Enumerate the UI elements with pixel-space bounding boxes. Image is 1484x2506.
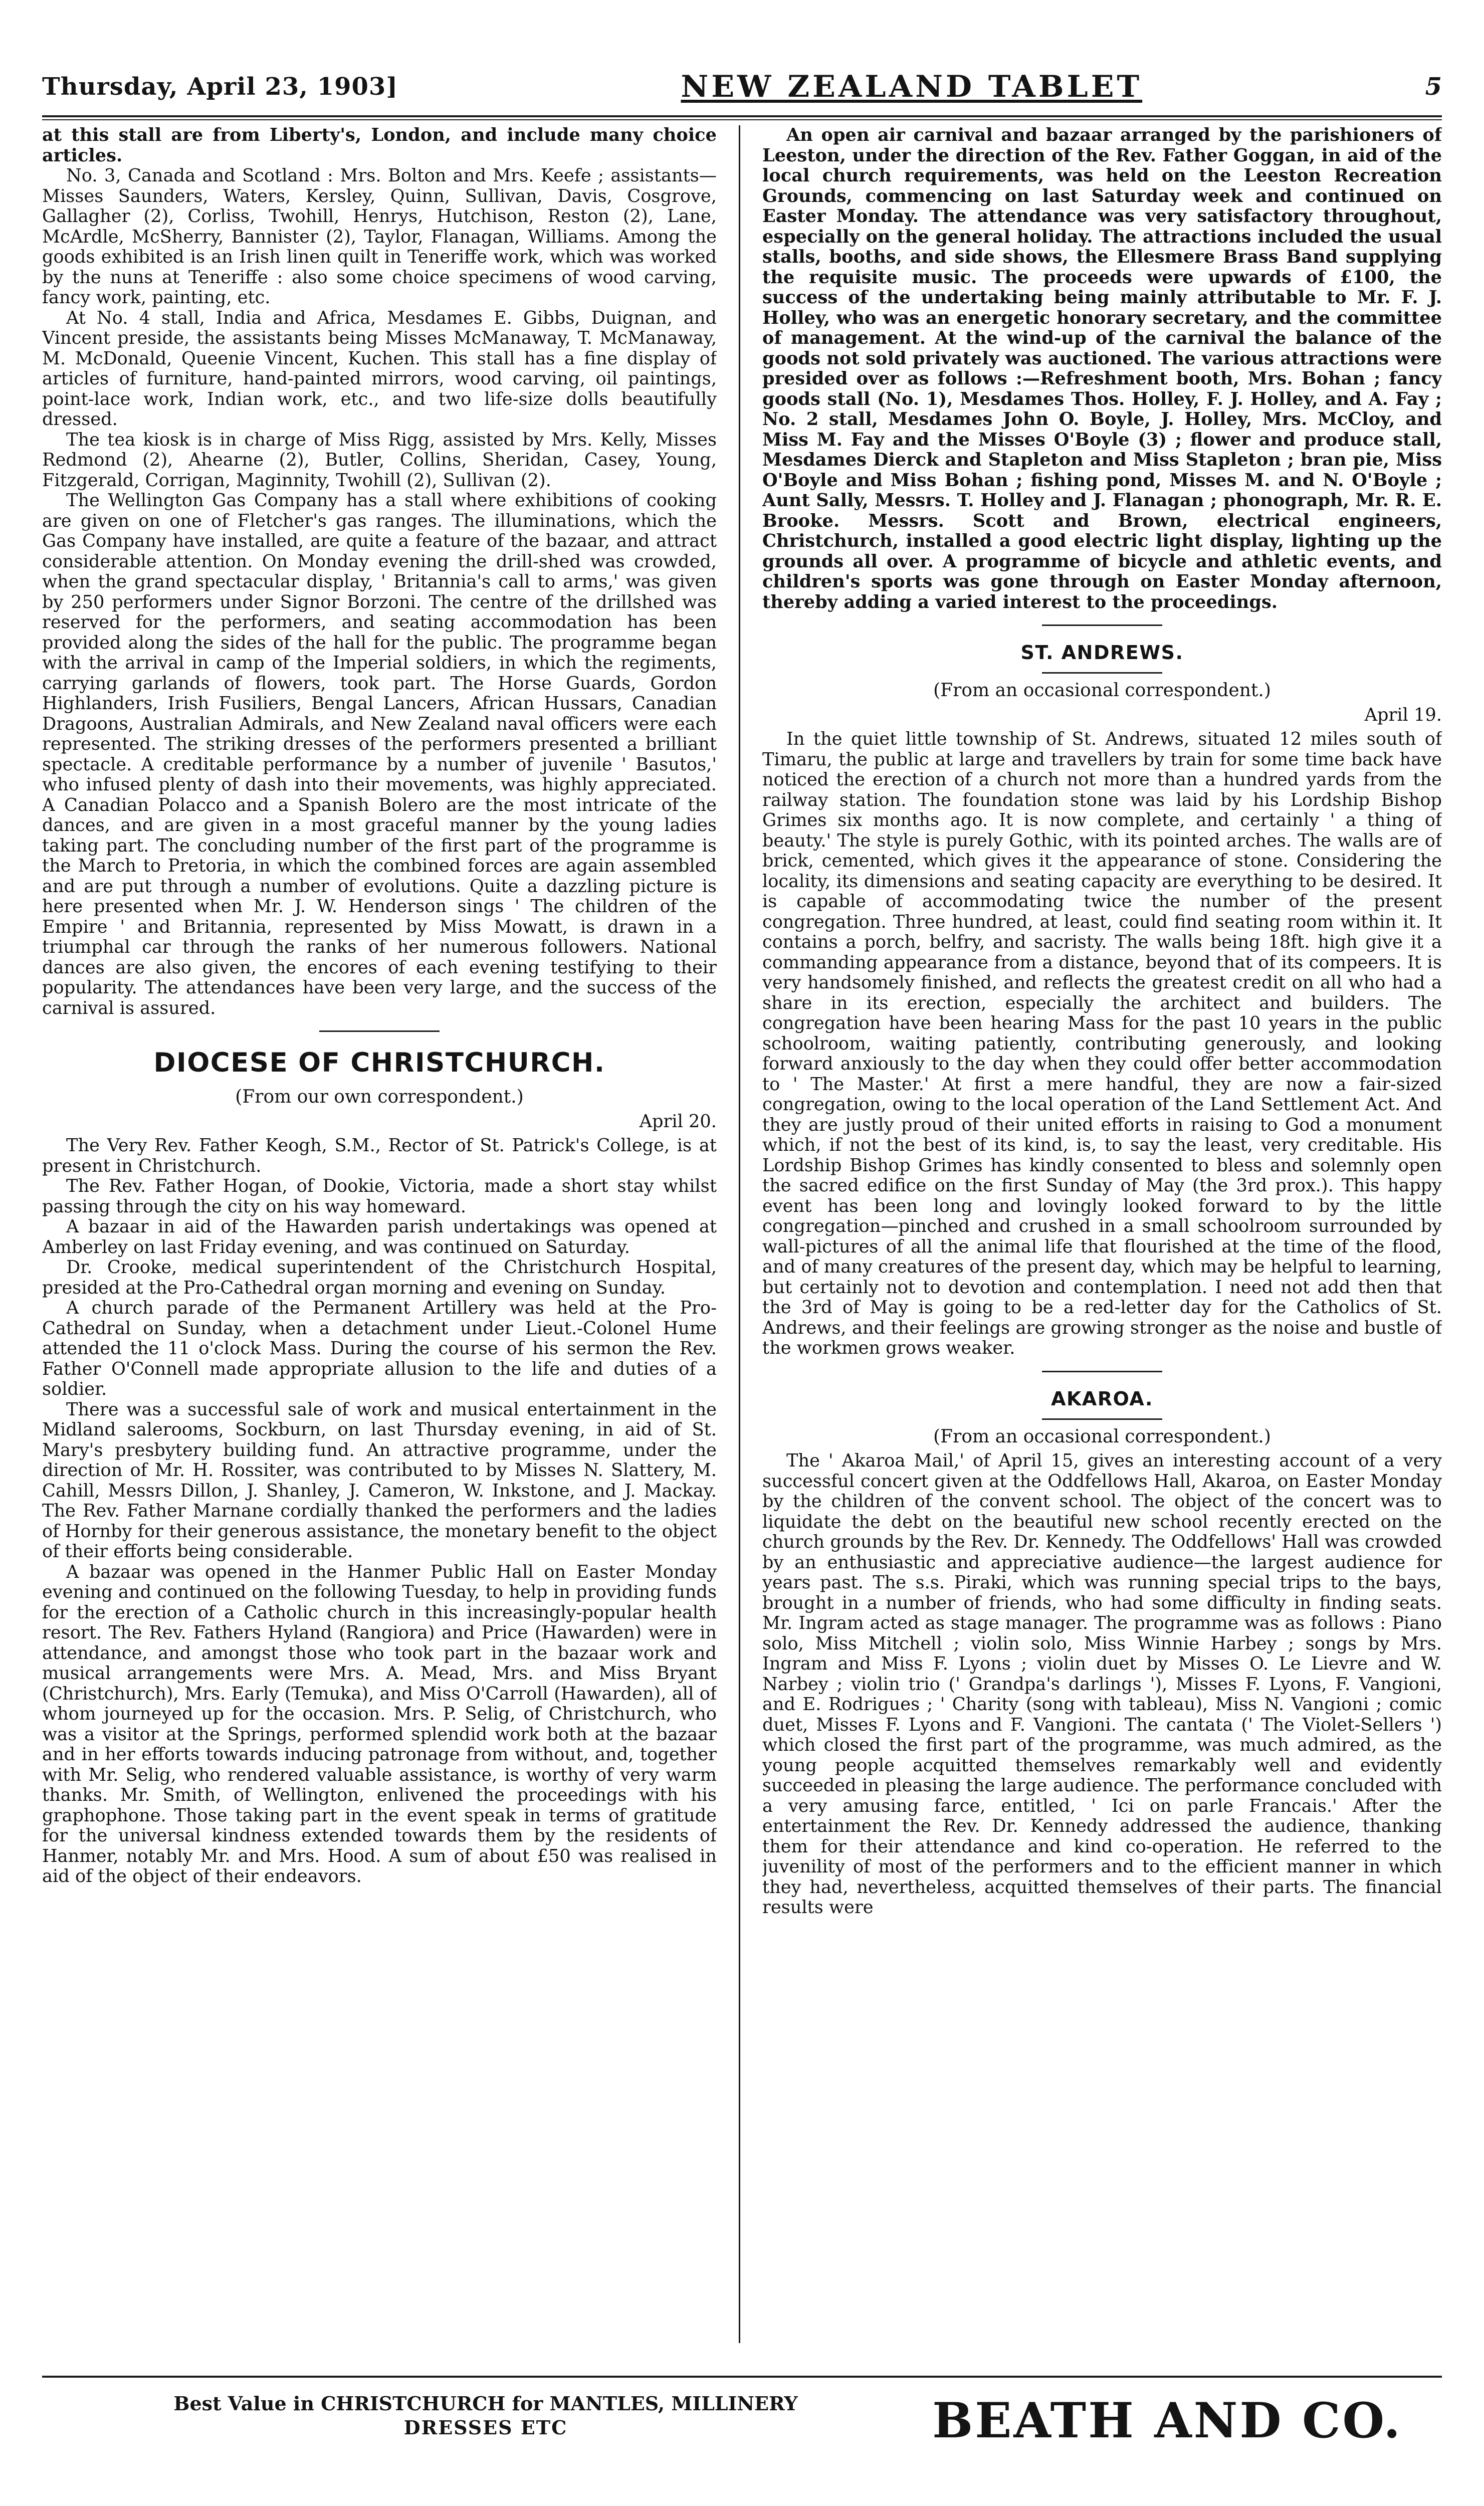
correspondent-credit: (From an occasional correspondent.)	[933, 680, 1271, 701]
left-column	[42, 125, 717, 2345]
issue-date: Thursday, April 23, 1903]	[42, 73, 398, 101]
correspondent-credit: (From an occasional correspondent.)	[933, 1426, 1271, 1447]
article-paragraph: The ' Akaroa Mail,' of April 15, gives an interesting account of a very successful concert given at the Oddfellows Hall, Akaroa, on Easter Monday by the children of the convent school. The object of the concert was to liquidate the debt on the beautiful new school recently erected on the church grounds by the Rev. Dr. Kennedy. The Oddfellows' Hall was crowded by an enthusiastic and appreciative audience—the largest audience for years past. The s.s. Piraki, which was running special trips to the bays, brought in a number of friends, who had some difficulty in finding seats. Mr. Ingram acted as stage manager. The programme was as follows : Piano solo, Miss Mitchell ; violin solo, Miss Winnie Harbey ; songs by Mrs. Ingram and Miss F. Lyons ; violin duet by Misses O. Le Lievre and W. Narbey ; violin trio (' Grandpa's darlings '), Misses F. Lyons, F. Vangioni, and E. Rodrigues ; ' Charity (song with tableau), Miss N. Vangioni ; comic duet, Misses F. Lyons and F. Vangioni. The cantata (' The Violet-Sellers ') which closed the first part of the programme, was much admired, as the young people acquitted themselves remarkably well and evidently succeeded in pleasing the large audience. The performance concluded with a very amusing farce, entitled, ' Ici on parle Francais.' After the entertainment the Rev. Dr. Kennedy addressed the audience, thanking them for their attendance and kind co-operation. He referred to the juvenility of most of the performers and to the efficient manner in which they had, nevertheless, acquitted themselves of their parts. The financial results were	[762, 1450, 1442, 1918]
article-paragraph: The Very Rev. Father Keogh, S.M., Rector of St. Patrick's College, is at present in Christchurch.	[42, 1135, 717, 1176]
section-rule	[1042, 1371, 1162, 1372]
article-paragraph: Dr. Crooke, medical superintendent of the Christchurch Hospital, presided at the Pro-Cathedral organ morning and evening on Sunday.	[42, 1257, 717, 1298]
section-title-christchurch: DIOCESE OF CHRISTCHURCH.	[153, 1048, 605, 1078]
advert-line: DRESSES ETC	[403, 2416, 568, 2439]
article-paragraph: The tea kiosk is in charge of Miss Rigg, assisted by Mrs. Kelly, Misses Redmond (2), Ahearne (2), Butler, Collins, Sheridan, Casey, Young, Fitzgerald, Corrigan, Maginnity, Twohill (2), Sullivan (2).	[42, 429, 717, 491]
masthead-rule	[42, 115, 1442, 117]
article-paragraph: The Rev. Father Hogan, of Dookie, Victoria, made a short stay whilst passing through the city on his way homeward.	[42, 1176, 717, 1217]
dateline: April 20.	[639, 1111, 717, 1132]
article-paragraph: At No. 4 stall, India and Africa, Mesdames E. Gibbs, Duignan, and Vincent preside, the assistants being Misses McManaway, T. McManaway, M. McDonald, Queenie Vincent, Kuchen. This stall has a fine display of articles of furniture, hand-painted mirrors, wood carving, oil paintings, point-lace work, Indian work, etc., and two life-size dolls beautifully dressed.	[42, 307, 717, 430]
article-paragraph: An open air carnival and bazaar arranged by the parishioners of Leeston, under the direction of the Rev. Father Goggan, in aid of the local church requirements, was held on the Leeston Recreation Grounds, commencing on last Saturday week and continued on Easter Monday. The attendance was very satisfactory throughout, especially on the general holiday. The attractions included the usual stalls, booths, and side shows, the Ellesmere Brass Band supplying the requisite music. The proceeds were upwards of £100, the success of the undertaking being mainly attributable to Mr. F. J. Holley, who was an energetic honorary secretary, and the committee of management. At the wind-up of the carnival the balance of the goods not sold privately was auctioned. The various attractions were presided over as follows :—Refreshment booth, Mrs. Bohan ; fancy goods stall (No. 1), Mesdames Thos. Holley, F. J. Holley, and A. Fay ; No. 2 stall, Mesdames John O. Boyle, J. Holley, Mrs. McCloy, and Miss M. Fay and the Misses O'Boyle (3) ; flower and produce stall, Mesdames Dierck and Stapleton and Miss Stapleton ; bran pie, Miss O'Boyle and Miss Bohan ; fishing pond, Misses M. and N. O'Boyle ; Aunt Sally, Messrs. T. Holley and J. Flanagan ; phonograph, Mr. R. E. Brooke. Messrs. Scott and Brown, electrical engineers, Christchurch, installed a good electric light display, lighting up the grounds all over. A programme of bicycle and athletic events, and children's sports was gone through on Easter Monday afternoon, thereby adding a varied interest to the proceedings.	[762, 125, 1442, 612]
advert-line: Best Value in CHRISTCHURCH for MANTLES, MILLINERY	[173, 2392, 798, 2415]
article-paragraph: No. 3, Canada and Scotland : Mrs. Bolton and Mrs. Keefe ; assistants—Misses Saunders, Waters, Kersley, Quinn, Sullivan, Davis, Cosgrove, Gallagher (2), Corliss, Twohill, Henrys, Hutchison, Reston (2), Lane, McArdle, McSherry, Bannister (2), Taylor, Flanagan, Williams. Among the goods exhibited is an Irish linen quilt in Teneriffe work, which was worked by the nuns at Teneriffe : also some choice specimens of wood carving, fancy work, painting, etc.	[42, 165, 717, 308]
section-rule	[1042, 624, 1162, 626]
section-title-akaroa: AKAROA.	[1051, 1387, 1153, 1410]
section-title-st-andrews: ST. ANDREWS.	[1020, 642, 1184, 664]
article-paragraph: A church parade of the Permanent Artillery was held at the Pro-Cathedral on Sunday, when a detachment under Lieut.-Colonel Hume attended the 11 o'clock Mass. During the course of his sermon the Rev. Father O'Connell made appropriate allusion to the life and duties of a soldier.	[42, 1298, 717, 1399]
footer-rule	[42, 2376, 1442, 2378]
right-column	[762, 125, 1442, 2345]
section-rule	[319, 1030, 440, 1032]
dateline: April 19.	[1364, 704, 1442, 725]
section-rule	[1042, 1418, 1162, 1420]
correspondent-credit: (From our own correspondent.)	[235, 1087, 524, 1107]
article-paragraph: A bazaar in aid of the Hawarden parish undertakings was opened at Amberley on last Friday evening, and was continued on Saturday.	[42, 1216, 717, 1258]
article-paragraph: In the quiet little township of St. Andrews, situated 12 miles south of Timaru, the public at large and travellers by train for some time back have noticed the erection of a church not more than a hundred yards from the railway station. The foundation stone was laid by his Lordship Bishop Grimes six months ago. It is now complete, and certainly ' a thing of beauty.' The style is purely Gothic, with its pointed arches. The walls are of brick, cemented, which gives it the appearance of stone. Considering the locality, its dimensions and seating capacity are everything to be desired. It is capable of accommodating twice the number of the present congregation. Three hundred, at least, could find seating room within it. It contains a porch, belfry, and sacristy. The walls being 18ft. high give it a commanding appearance from a distance, beyond that of its compeers. It is very handsomely finished, and reflects the greatest credit on all who had a share in its erection, especially the architect and builders. The congregation have been hearing Mass for the past 10 years in the public schoolroom, waiting patiently, contributing generously, and looking forward anxiously to the day when they could offer better accommodation to ' The Master.' At first a mere handful, they are now a fair-sized congregation, owing to the local operation of the Land Settlement Act. And they are justly proud of their united efforts in raising to God a monument which, if not the best of its kind, is, to say the least, very creditable. His Lordship Bishop Grimes has kindly consented to bless and solemnly open the sacred edifice on the first Sunday of May (the 3rd prox.). This happy event has been long and lovingly looked forward to by the little congregation—pinched and crushed in a small schoolroom surrounded by wall-pictures of all the animal life that flourished at the time of the flood, and of many creatures of the present day, which may be helpful to learning, but certainly not to devotion and contemplation. I need not add then that the 3rd of May is going to be a red-letter day for the Catholics of St. Andrews, and their feelings are growing stronger as the noise and bustle of the workmen grows weaker.	[762, 729, 1442, 1358]
article-paragraph: There was a successful sale of work and musical entertainment in the Midland salerooms, Sockburn, on last Thursday evening, in aid of St. Mary's presbytery building fund. An attractive programme, under the direction of Mr. H. Rossiter, was contributed to by Misses N. Slattery, M. Cahill, Messrs Dillon, J. Shanley, J. Cameron, W. Inkstone, and J. Mackay. The Rev. Father Marnane cordially thanked the performers and the ladies of Hornby for their generous assistance, the monetary benefit to the object of their efforts being considerable.	[42, 1399, 717, 1562]
masthead-rule-thin	[42, 119, 1442, 120]
article-paragraph: The Wellington Gas Company has a stall where exhibitions of cooking are given on one of Fletcher's gas ranges. The illuminations, which the Gas Company have installed, are quite a feature of the bazaar, and attract considerable attention. On Monday evening the drill-shed was crowded, when the grand spectacular display, ' Britannia's call to arms,' was given by 250 performers under Signor Borzoni. The centre of the drillshed was reserved for the performers, and seating accommodation has been provided along the sides of the hall for the public. The programme began with the arrival in camp of the Imperial soldiers, in which the regiments, carrying garlands of flowers, took part. The Horse Guards, Gordon Highlanders, Irish Fusiliers, Bengal Lancers, African Hussars, Canadian Dragoons, Australian Admirals, and New Zealand naval officers were each represented. The striking dresses of the performers presented a brilliant spectacle. A creditable performance by a number of juvenile ' Basutos,' who infused plenty of dash into their movements, was highly appreciated. A Canadian Polacco and a Spanish Bolero are the most intricate of the dances, and are given in a most graceful manner by the young ladies taking part. The concluding number of the first part of the programme is the March to Pretoria, in which the combined forces are again assembled and are put through a number of evolutions. Quite a dazzling picture is here presented when Mr. J. W. Henderson sings ' The children of the Empire ' and Britannia, represented by Miss Mowatt, is drawn in a triumphal car through the ranks of her numerous followers. National dances are also given, the encores of each evening testifying to their popularity. The attendances have been very large, and the success of the carnival is assured.	[42, 490, 717, 1018]
section-rule	[1042, 672, 1162, 674]
column-divider	[739, 125, 740, 2343]
newspaper-title: NEW ZEALAND TABLET	[681, 69, 1143, 104]
page-number: 5	[1425, 73, 1442, 101]
article-paragraph: at this stall are from Liberty's, London, and include many choice articles.	[42, 125, 717, 166]
advert-text	[152, 2392, 819, 2440]
article-paragraph: A bazaar was opened in the Hanmer Public Hall on Easter Monday evening and continued on the following Tuesday, to help in providing funds for the erection of a Catholic church in this increasingly-popular health resort. The Rev. Fathers Hyland (Rangiora) and Price (Hawarden) were in attendance, and amongst those who took part in the bazaar work and musical arrangements were Mrs. A. Mead, Mrs. and Miss Bryant (Christchurch), Mrs. Early (Temuka), and Miss O'Carroll (Hawarden), all of whom journeyed up for the occasion. Mrs. P. Selig, of Christchurch, who was a visitor at the Springs, performed splendid work both at the bazaar and in her efforts towards inducing patronage from without, and, together with Mr. Selig, who rendered valuable assistance, is worthy of very warm thanks. Mr. Smith, of Wellington, enlivened the proceedings with his graphophone. Those taking part in the event speak in terms of gratitude for the universal kindness extended towards them by the residents of Hanmer, notably Mr. and Mrs. Hood. A sum of about £50 was realised in aid of the object of their endeavors.	[42, 1561, 717, 1887]
advert-brand: BEATH AND CO.	[932, 2392, 1402, 2449]
footer-advertisement	[42, 2381, 1442, 2471]
masthead	[42, 59, 1442, 114]
